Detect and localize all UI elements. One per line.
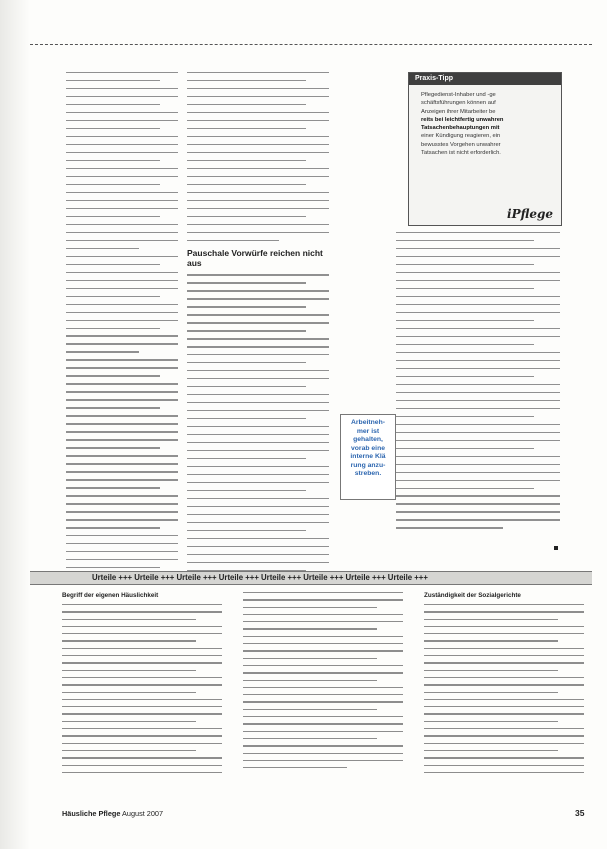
urteil-title-1: Begriff der eigenen Häuslichkeit xyxy=(62,592,159,599)
footer-publication-name: Häusliche Pflege xyxy=(62,809,121,818)
tip-line: einer Kündigung reagieren, ein xyxy=(421,133,501,140)
tip-header xyxy=(409,73,561,85)
article-column-1 xyxy=(66,72,178,583)
tip-line: Tatsachen ist nicht erforderlich. xyxy=(421,150,501,157)
tip-text xyxy=(409,85,561,157)
urteil-title-3: Zuständigkeit der Sozialgerichte xyxy=(424,592,521,599)
tip-line: Anzeigen ihrer Mitarbeiter be xyxy=(421,108,496,115)
tip-line: schäftsführungen können auf xyxy=(421,100,496,107)
urteil-column-1 xyxy=(62,592,222,779)
article-subheading: Pauschale Vorwürfe reichen nicht aus xyxy=(187,248,323,268)
urteil-column-2 xyxy=(243,592,403,774)
article-column-3 xyxy=(396,232,560,535)
page-number: 35 xyxy=(575,808,585,818)
article-end-mark xyxy=(554,546,558,550)
urteile-band xyxy=(30,571,592,585)
praxis-tipp-box xyxy=(408,72,562,226)
pull-quote: Arbeitneh- mer ist gehalten, vorab eine interne Klä rung anzu- streben. xyxy=(340,414,396,500)
footer-issue: August 2007 xyxy=(122,809,164,818)
article-column-2 xyxy=(187,72,329,578)
page-edge xyxy=(0,0,30,849)
tip-line: bewusstes Vorgehen unwahrer xyxy=(421,141,501,148)
tip-line: Tatsachenbehauptungen mit xyxy=(421,125,500,132)
urteile-band-text: Urteile +++ Urteile +++ Urteile +++ Urteile +++ Urteile +++ Urteile +++ Urteile +++ Urteile +++ xyxy=(92,573,428,582)
footer-publication xyxy=(62,809,163,818)
urteile-section xyxy=(62,592,590,834)
tip-line: Pflegedienst-Inhaber und -ge xyxy=(421,92,496,98)
ipflege-logo: iPflege xyxy=(507,207,553,221)
urteil-column-3 xyxy=(424,592,584,779)
tip-header-label: Praxis-Tipp xyxy=(415,75,453,82)
top-dashed-rule xyxy=(30,44,592,45)
tip-line: reits bei leichtfertig unwahren xyxy=(421,116,504,123)
